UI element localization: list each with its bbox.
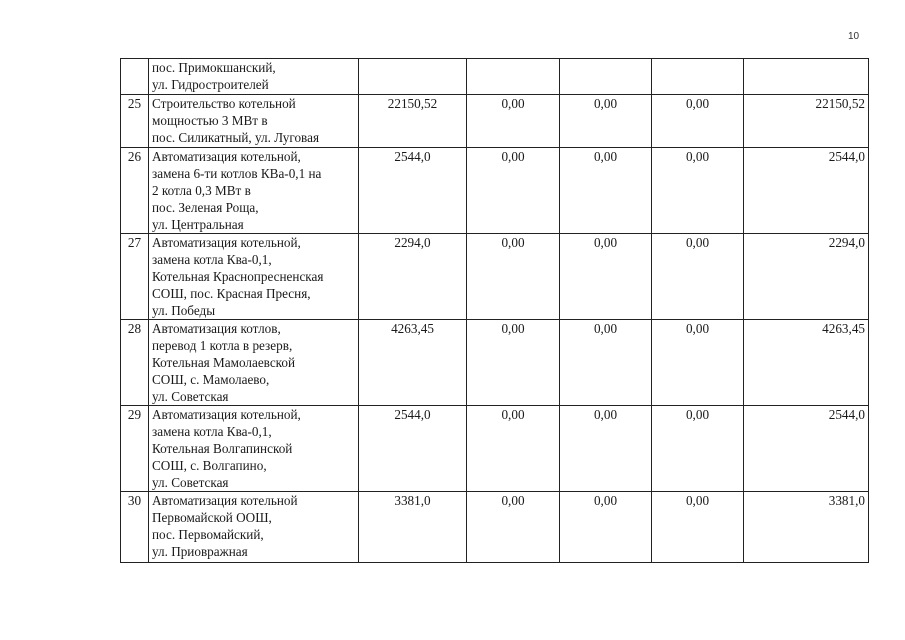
description-line: Автоматизация котельной, — [152, 149, 301, 164]
value-col-4: 0,00 — [652, 406, 744, 492]
row-number — [121, 59, 149, 95]
value-col-3: 0,00 — [560, 148, 652, 234]
description-line: замена котла Ква-0,1, — [152, 252, 272, 267]
value-col-3: 0,00 — [560, 492, 652, 563]
description-line: Строительство котельной — [152, 96, 296, 111]
description-line: СОШ, с. Мамолаево, — [152, 372, 270, 387]
value-col-5: 3381,0 — [744, 492, 869, 563]
row-number: 25 — [121, 95, 149, 148]
value-col-2: 0,00 — [467, 148, 560, 234]
row-description — [149, 59, 359, 95]
description-line: 2 котла 0,3 МВт в — [152, 183, 251, 198]
description-line: пос. Примокшанский, — [152, 60, 276, 75]
row-description — [149, 148, 359, 234]
description-line: Котельная Мамолаевской — [152, 355, 296, 370]
description-line: замена котла Ква-0,1, — [152, 424, 272, 439]
row-description — [149, 320, 359, 406]
description-line: пос. Первомайский, — [152, 527, 264, 542]
description-line: мощностью 3 МВт в — [152, 113, 268, 128]
description-line: ул. Центральная — [152, 217, 244, 232]
value-col-2: 0,00 — [467, 95, 560, 148]
page-number: 10 — [848, 31, 860, 42]
row-description — [149, 406, 359, 492]
description-line: ул. Гидростроителей — [152, 77, 269, 92]
row-number: 30 — [121, 492, 149, 563]
value-col-4: 0,00 — [652, 234, 744, 320]
value-col-4: 0,00 — [652, 492, 744, 563]
value-col-4: 0,00 — [652, 320, 744, 406]
table-row — [121, 492, 869, 563]
table-row — [121, 406, 869, 492]
value-total-plan: 2544,0 — [359, 148, 467, 234]
value-total-plan — [359, 59, 467, 95]
description-line: ул. Советская — [152, 389, 229, 404]
row-number: 29 — [121, 406, 149, 492]
description-line: СОШ, с. Волгапино, — [152, 458, 267, 473]
value-total-plan: 22150,52 — [359, 95, 467, 148]
description-line: пос. Зеленая Роща, — [152, 200, 259, 215]
table-row — [121, 320, 869, 406]
description-line: пос. Силикатный, ул. Луговая — [152, 130, 320, 145]
value-col-2 — [467, 59, 560, 95]
description-line: СОШ, пос. Красная Пресня, — [152, 286, 311, 301]
table-row — [121, 59, 869, 95]
description-line: ул. Победы — [152, 303, 216, 318]
value-col-3: 0,00 — [560, 234, 652, 320]
description-line: Котельная Волгапинской — [152, 441, 293, 456]
table-row — [121, 234, 869, 320]
row-number: 27 — [121, 234, 149, 320]
value-col-5: 2294,0 — [744, 234, 869, 320]
value-col-3: 0,00 — [560, 95, 652, 148]
description-line: перевод 1 котла в резерв, — [152, 338, 293, 353]
value-col-5: 2544,0 — [744, 406, 869, 492]
row-number: 26 — [121, 148, 149, 234]
value-total-plan: 3381,0 — [359, 492, 467, 563]
row-description — [149, 492, 359, 563]
description-line: Автоматизация котельной, — [152, 235, 301, 250]
row-description — [149, 234, 359, 320]
description-line: Автоматизация котлов, — [152, 321, 281, 336]
value-col-5: 4263,45 — [744, 320, 869, 406]
table-body — [121, 59, 869, 563]
row-number: 28 — [121, 320, 149, 406]
table-row — [121, 148, 869, 234]
description-line: Котельная Краснопресненская — [152, 269, 324, 284]
value-total-plan: 2544,0 — [359, 406, 467, 492]
value-col-3 — [560, 59, 652, 95]
value-col-4: 0,00 — [652, 148, 744, 234]
description-line: ул. Советская — [152, 475, 229, 490]
row-description — [149, 95, 359, 148]
value-col-2: 0,00 — [467, 320, 560, 406]
description-line: Автоматизация котельной — [152, 493, 298, 508]
value-total-plan: 4263,45 — [359, 320, 467, 406]
value-col-2: 0,00 — [467, 234, 560, 320]
description-line: ул. Приовражная — [152, 544, 248, 559]
description-line: замена 6-ти котлов КВа-0,1 на — [152, 166, 322, 181]
description-line: Автоматизация котельной, — [152, 407, 301, 422]
budget-table — [120, 58, 869, 563]
value-col-5: 2544,0 — [744, 148, 869, 234]
value-col-2: 0,00 — [467, 492, 560, 563]
description-line: Первомайской ООШ, — [152, 510, 272, 525]
value-col-5 — [744, 59, 869, 95]
value-total-plan: 2294,0 — [359, 234, 467, 320]
value-col-3: 0,00 — [560, 406, 652, 492]
value-col-5: 22150,52 — [744, 95, 869, 148]
table-row — [121, 95, 869, 148]
value-col-2: 0,00 — [467, 406, 560, 492]
value-col-4 — [652, 59, 744, 95]
value-col-4: 0,00 — [652, 95, 744, 148]
value-col-3: 0,00 — [560, 320, 652, 406]
